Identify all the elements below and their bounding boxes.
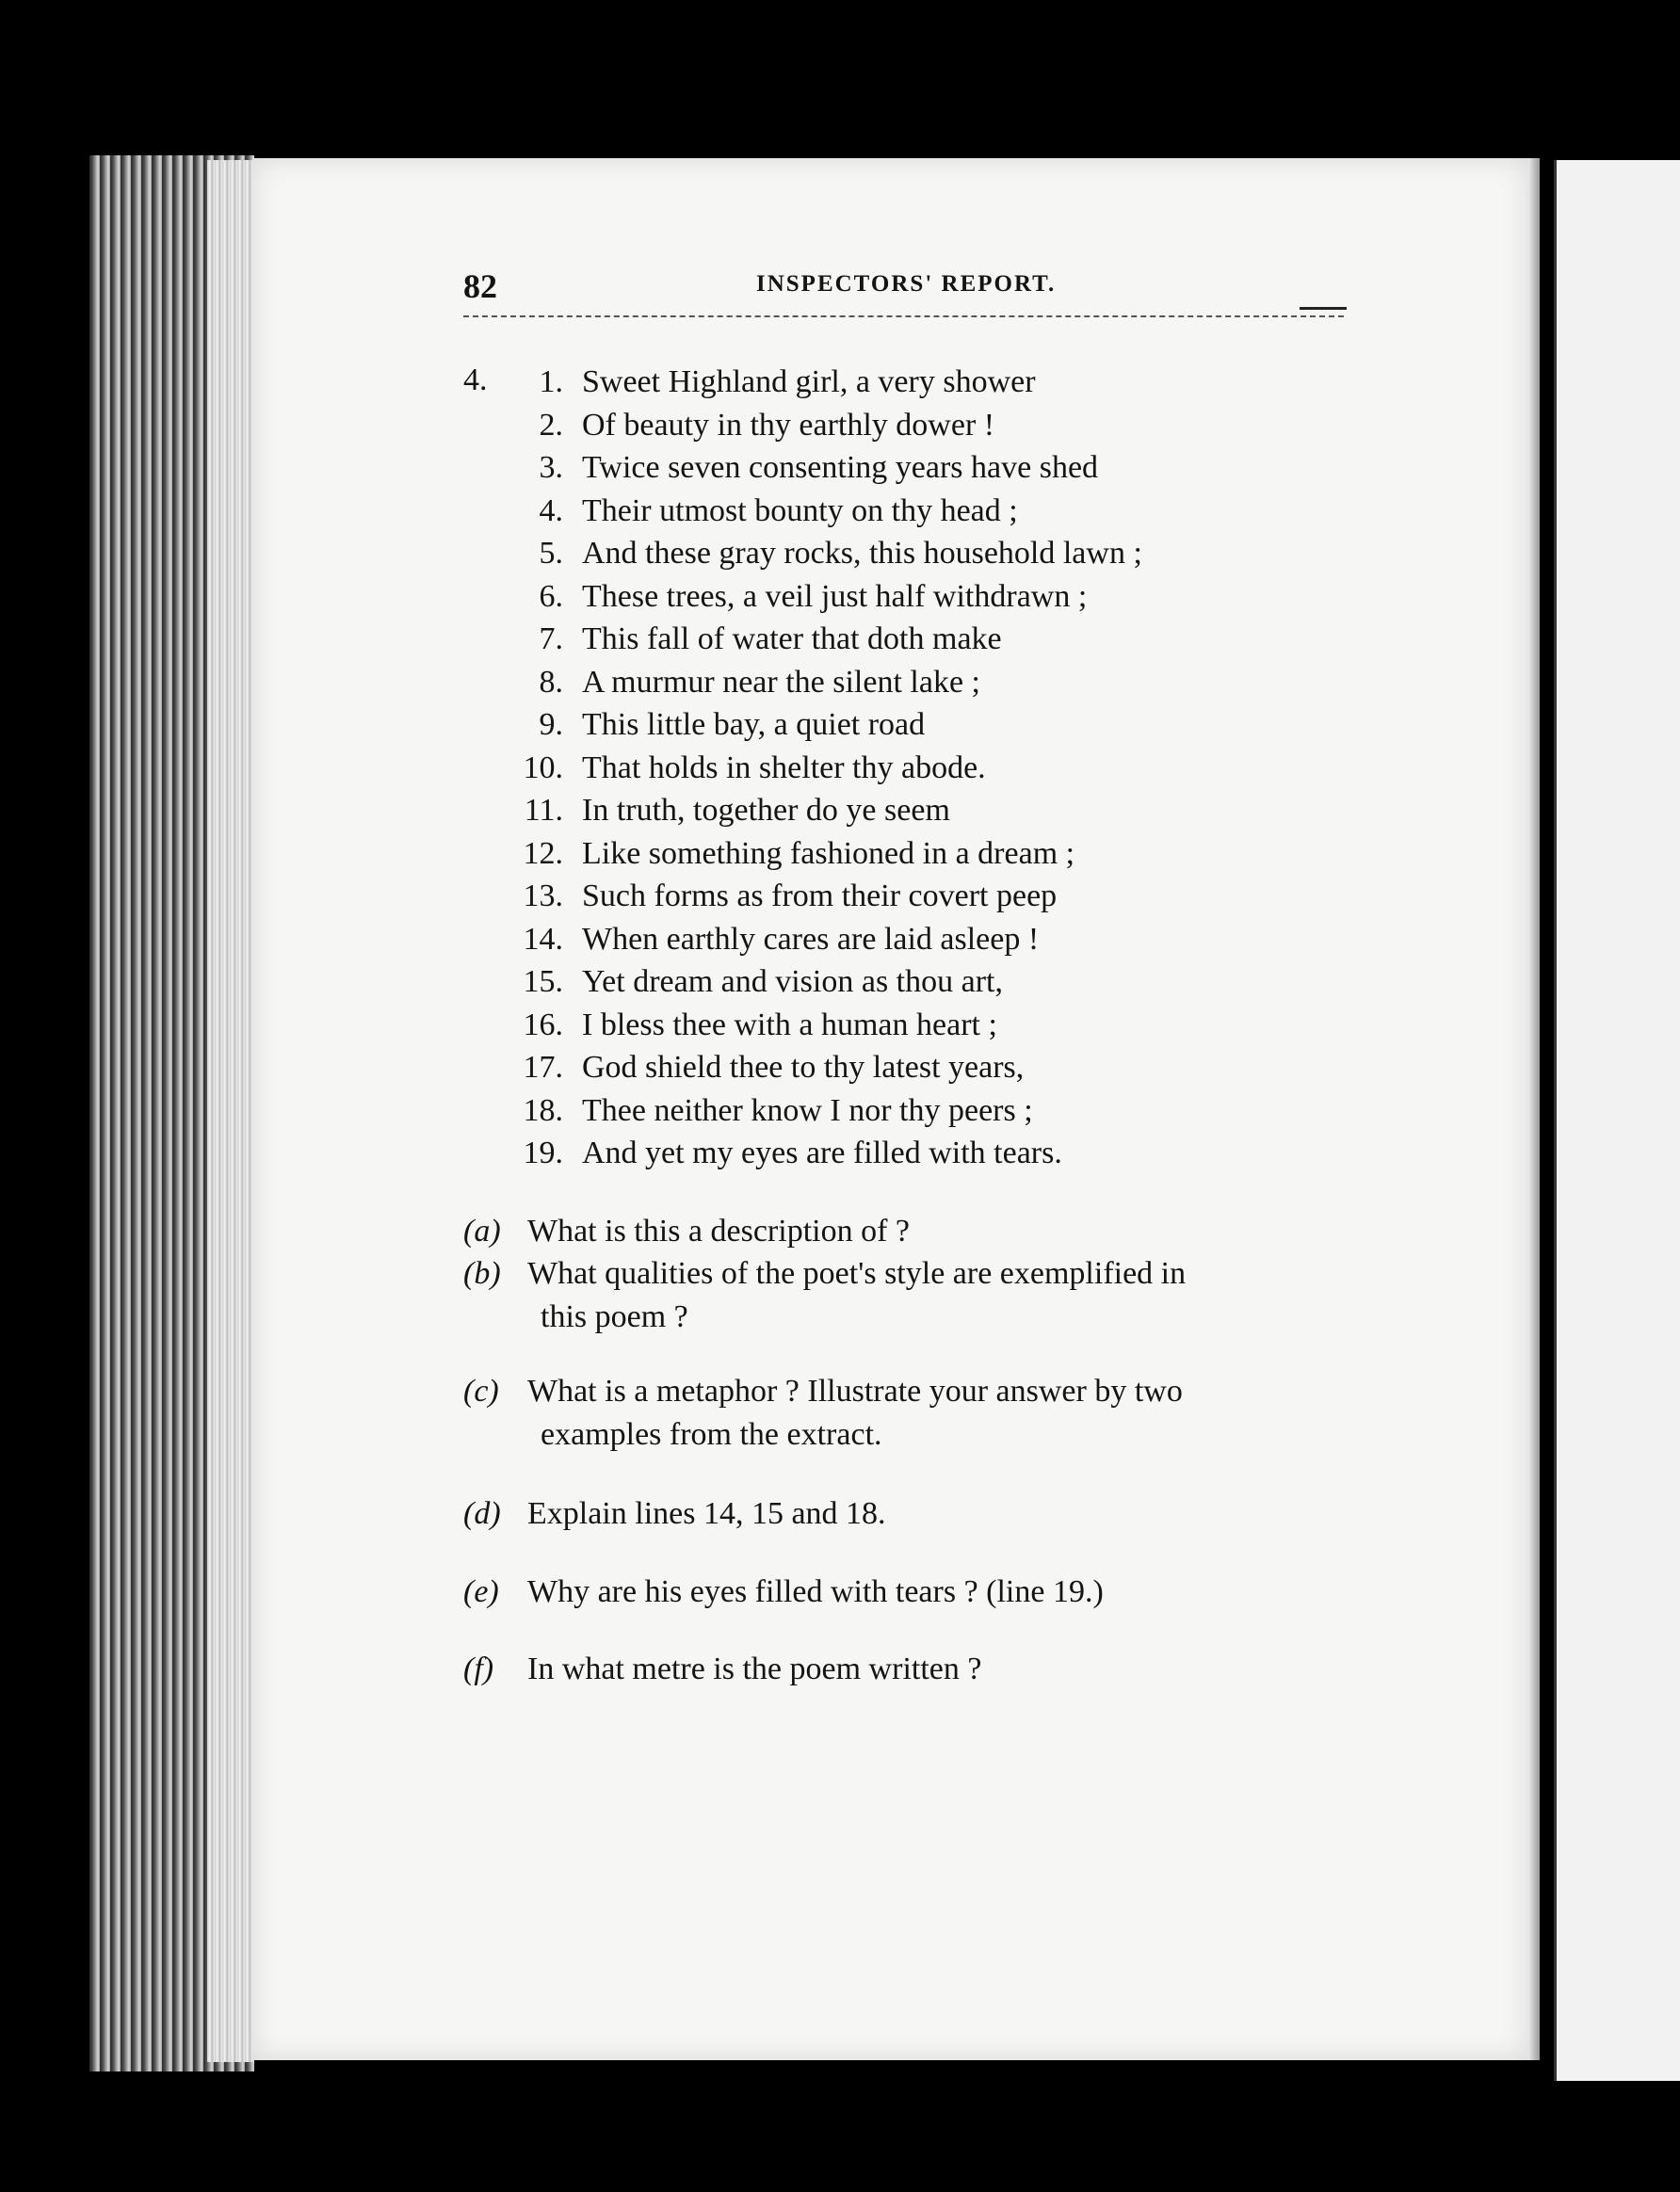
sub-question-label: (c) <box>463 1374 499 1409</box>
sub-question-d <box>463 1492 886 1536</box>
line-number: 13. <box>523 878 563 913</box>
poem-line <box>509 1046 1142 1089</box>
poem-line <box>509 1089 1142 1133</box>
line-text: That holds in shelter thy abode. <box>582 749 986 785</box>
line-number: 10. <box>523 749 563 785</box>
poem-extract <box>509 361 1142 1175</box>
poem-line <box>509 490 1142 533</box>
header-rule-right <box>1300 307 1347 310</box>
line-text: Their utmost bounty on thy head ; <box>582 492 1018 528</box>
line-number: 19. <box>523 1136 563 1170</box>
line-number: 5. <box>539 536 563 571</box>
poem-line <box>509 703 1142 747</box>
line-text: Thee neither know I nor thy peers ; <box>582 1092 1033 1128</box>
sub-question-continuation: this poem ? <box>541 1299 688 1334</box>
sub-question-text: What is a metaphor ? Illustrate your answer by two <box>527 1374 1183 1409</box>
sub-question-label: (e) <box>463 1574 499 1609</box>
sub-question-text: Why are his eyes filled with tears ? (line 19.) <box>527 1574 1104 1609</box>
poem-line <box>509 404 1142 447</box>
sub-question-e <box>463 1571 1104 1614</box>
page-number: 82 <box>463 267 497 305</box>
line-number: 9. <box>539 707 563 742</box>
question-number: 4. <box>463 363 488 397</box>
line-text: I bless thee with a human heart ; <box>582 1007 997 1042</box>
line-number: 18. <box>523 1092 563 1128</box>
line-number: 2. <box>539 407 563 443</box>
line-number: 17. <box>523 1050 563 1085</box>
line-number: 16. <box>523 1007 563 1042</box>
line-number: 11. <box>524 793 563 828</box>
line-text: Of beauty in thy earthly dower ! <box>582 407 995 443</box>
line-text: In truth, together do ye seem <box>582 793 950 828</box>
sub-question-text: What qualities of the poet's style are exemplified in <box>527 1256 1187 1291</box>
line-number: 4. <box>539 492 563 528</box>
line-number: 3. <box>539 450 563 485</box>
sub-question-label: (b) <box>463 1256 501 1291</box>
line-text: Such forms as from their covert peep <box>582 878 1058 913</box>
line-number: 15. <box>523 964 563 999</box>
header-rule <box>463 315 1344 317</box>
sub-question-text: What is this a description of ? <box>527 1214 911 1249</box>
line-number: 14. <box>523 921 563 957</box>
poem-line <box>509 618 1142 661</box>
sub-question-text: Explain lines 14, 15 and 18. <box>527 1496 886 1531</box>
poem-line <box>509 789 1142 832</box>
sub-question-f <box>463 1648 981 1691</box>
sub-question-label: (f) <box>463 1652 494 1686</box>
sub-question-text: In what metre is the poem written ? <box>527 1652 982 1686</box>
line-text: Sweet Highland girl, a very shower <box>582 364 1036 399</box>
poem-line <box>509 747 1142 790</box>
line-number: 7. <box>539 621 563 656</box>
line-number: 6. <box>539 578 563 614</box>
poem-line <box>509 960 1142 1004</box>
sub-question-continuation: examples from the extract. <box>541 1417 882 1452</box>
line-text: These trees, a veil just half withdrawn ; <box>582 578 1088 614</box>
facing-page-edge <box>1554 160 1680 2081</box>
poem-line <box>509 446 1142 490</box>
book-page-edges-inner <box>207 160 254 2062</box>
poem-line <box>509 1004 1142 1047</box>
line-text: God shield thee to thy latest years, <box>582 1050 1025 1085</box>
line-number: 12. <box>523 835 563 871</box>
poem-line <box>509 361 1142 404</box>
poem-line <box>509 575 1142 619</box>
running-header: INSPECTORS' REPORT. <box>756 271 1057 297</box>
line-text: And these gray rocks, this household lawn ; <box>582 536 1142 571</box>
line-text: Like something fashioned in a dream ; <box>582 835 1075 871</box>
line-number: 8. <box>539 664 563 700</box>
poem-line <box>509 832 1142 876</box>
poem-line <box>509 918 1142 961</box>
line-text: When earthly cares are laid asleep ! <box>582 921 1040 957</box>
sub-question-a <box>463 1210 910 1253</box>
book-gutter <box>1528 158 1540 2060</box>
sub-question-label: (a) <box>463 1214 501 1249</box>
poem-line <box>509 1132 1142 1175</box>
line-text: Twice seven consenting years have shed <box>582 450 1099 485</box>
line-text: A murmur near the silent lake ; <box>582 664 980 700</box>
sub-question-label: (d) <box>463 1496 501 1531</box>
poem-line <box>509 875 1142 918</box>
line-number: 1. <box>539 364 563 399</box>
poem-line <box>509 661 1142 704</box>
line-text: This little bay, a quiet road <box>582 707 926 742</box>
sub-question-c <box>463 1370 1183 1457</box>
line-text: And yet my eyes are filled with tears. <box>582 1136 1062 1170</box>
sub-question-b <box>463 1252 1186 1339</box>
line-text: This fall of water that doth make <box>582 621 1002 656</box>
line-text: Yet dream and vision as thou art, <box>582 964 1003 999</box>
poem-line <box>509 532 1142 575</box>
